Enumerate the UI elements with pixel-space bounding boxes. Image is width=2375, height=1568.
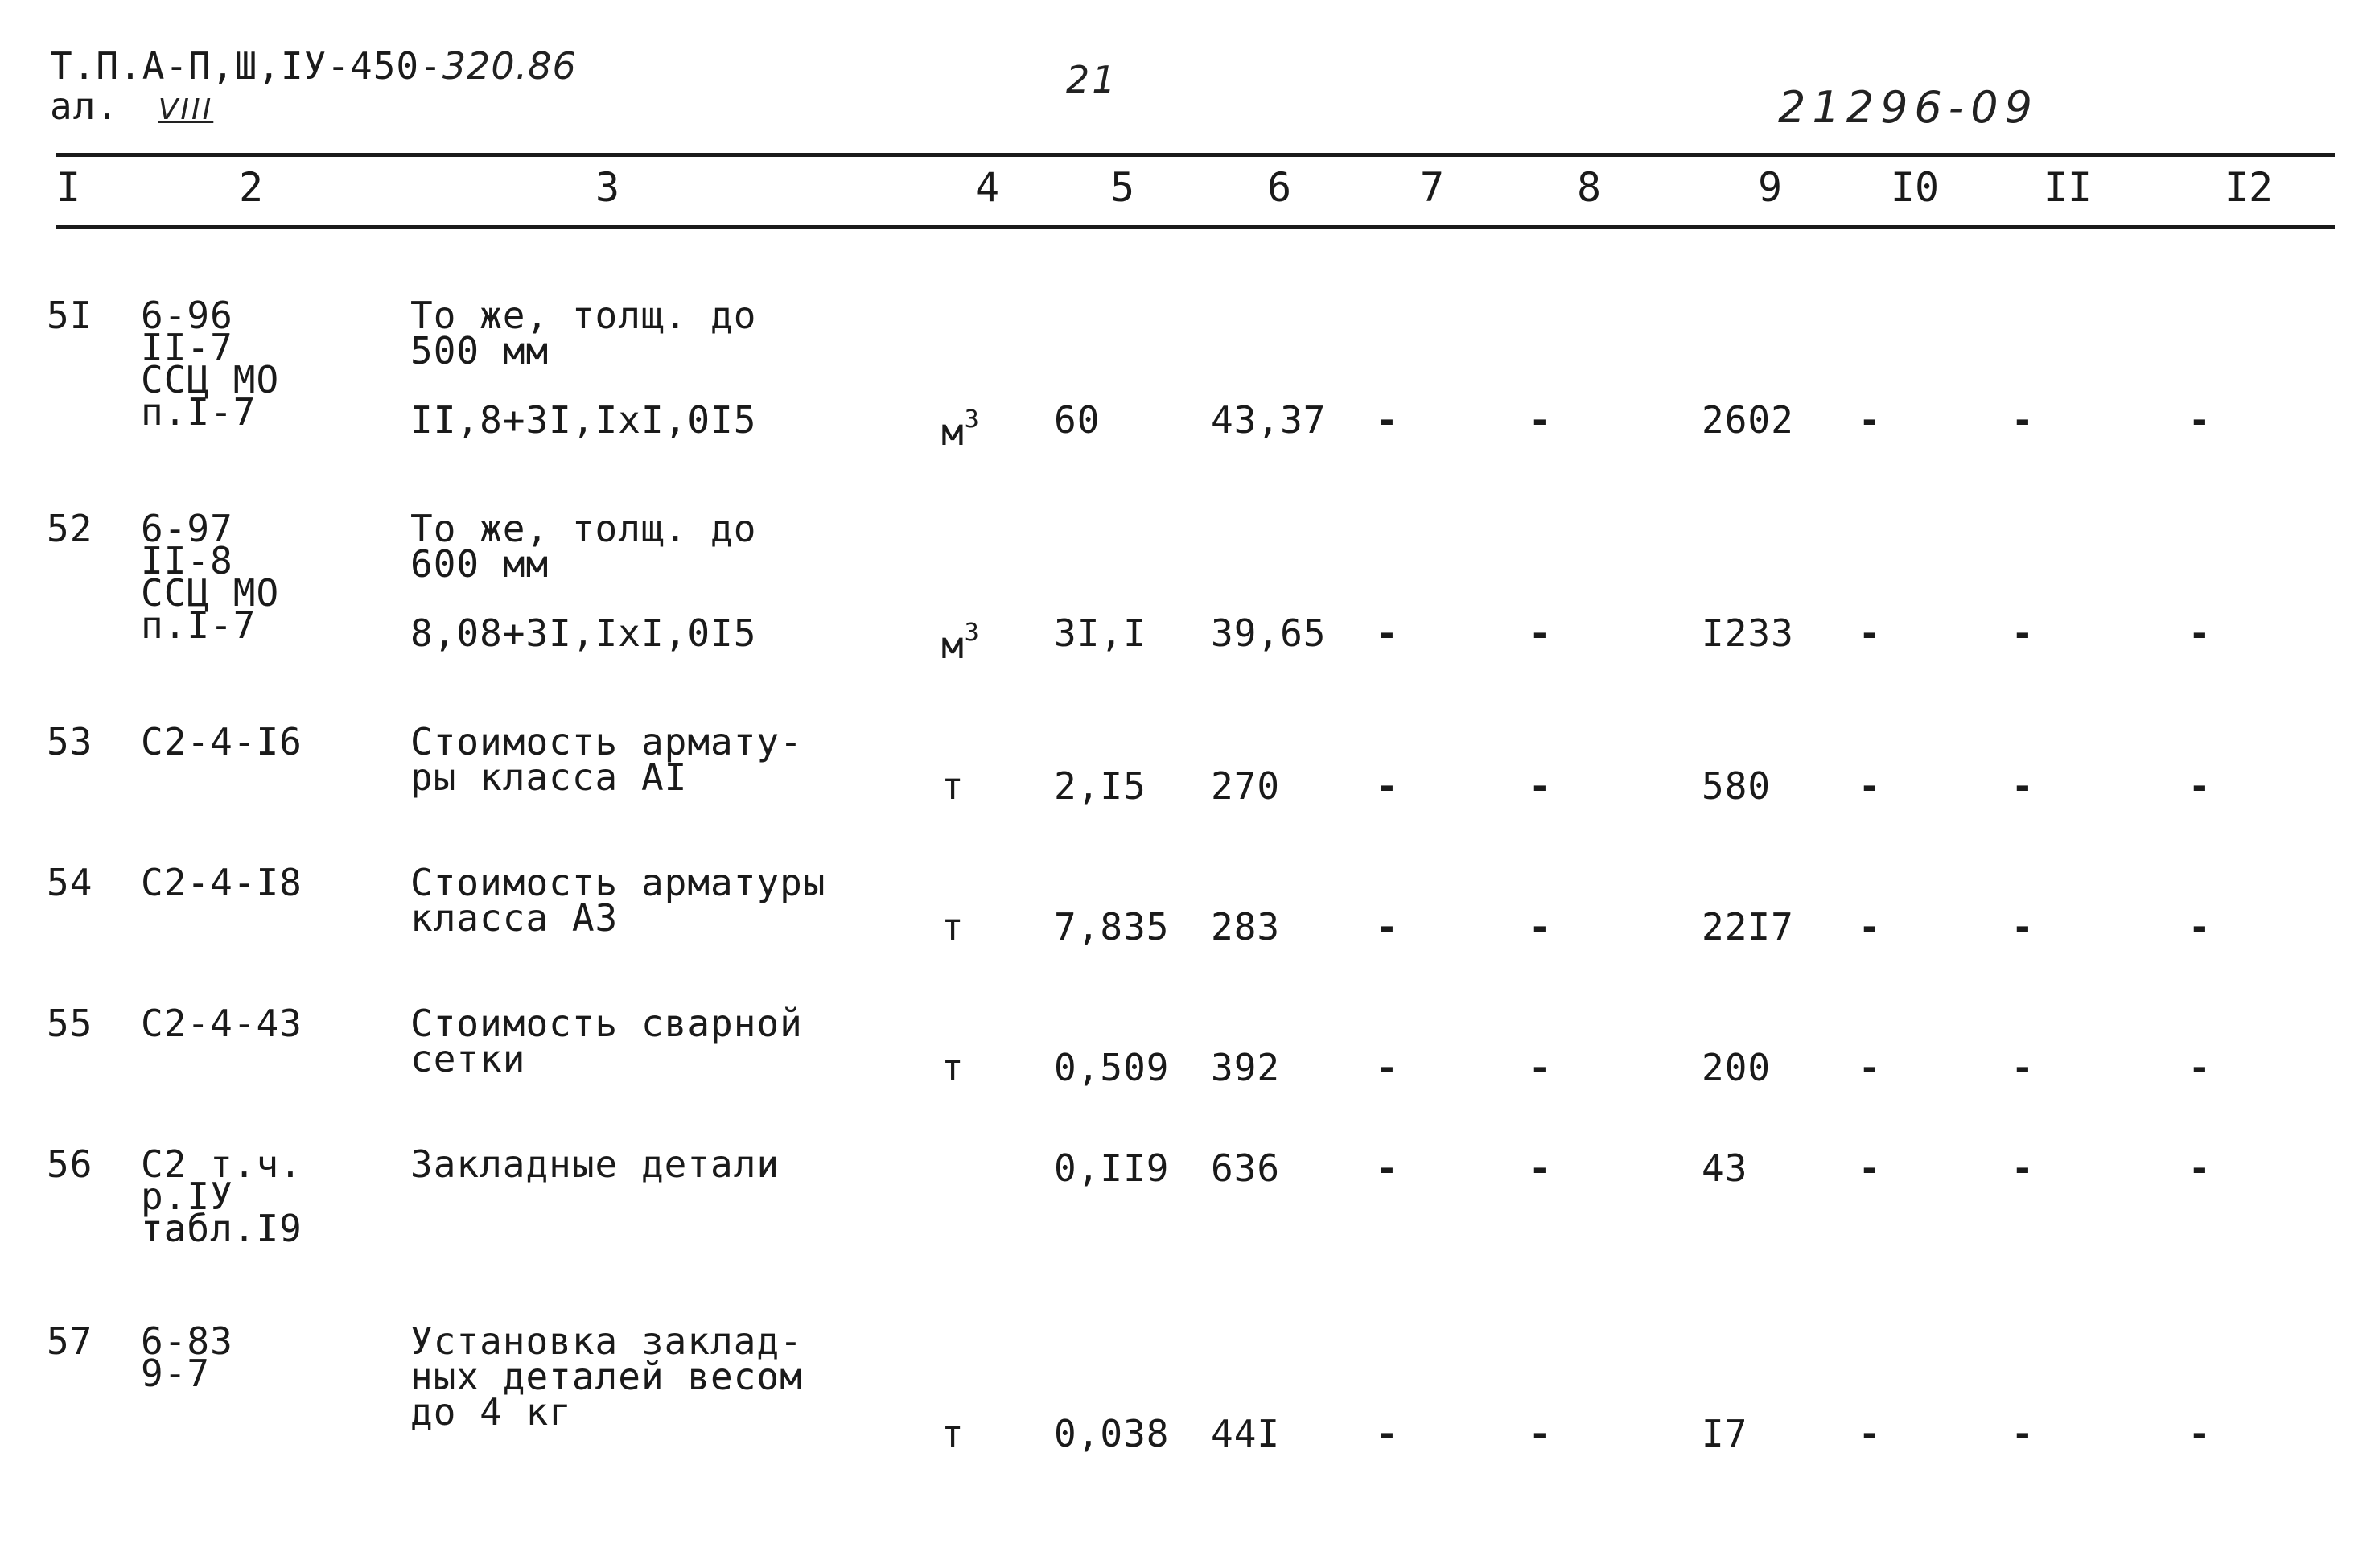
norm-code-line: 9-7 — [141, 1352, 211, 1395]
norm-code-line: 6-97 — [141, 507, 233, 550]
work-description-line: Закладные детали — [410, 1142, 780, 1186]
empty-cell-dash: - — [2188, 764, 2212, 808]
unit-price: 636 — [1211, 1146, 1281, 1190]
work-description-line: ных деталей весом — [410, 1355, 803, 1398]
work-description-line: 600 мм — [410, 542, 550, 586]
column-number-1: I — [56, 164, 81, 211]
quantity-value: 3I,I — [1054, 611, 1146, 655]
norm-code-line: II-7 — [141, 326, 233, 369]
work-description-line: Стоимость арматуры — [410, 861, 826, 904]
column-number-3: 3 — [595, 164, 620, 211]
empty-cell-dash: - — [1376, 1412, 1399, 1455]
column-number-2: 2 — [238, 164, 264, 211]
empty-cell-dash: - — [1858, 1146, 1882, 1190]
quantity-value: 0,509 — [1054, 1046, 1170, 1089]
column-number-12: I2 — [2224, 164, 2274, 211]
norm-code-line: ССЦ МО — [141, 571, 280, 615]
work-description-line: Установка заклад- — [410, 1319, 803, 1363]
row-number: 54 — [47, 861, 93, 904]
empty-cell-dash: - — [2011, 1046, 2035, 1089]
unit-of-measure — [941, 615, 980, 667]
row-number: 52 — [47, 507, 93, 550]
norm-code-line: р.IУ — [141, 1175, 233, 1218]
empty-cell-dash: - — [1858, 905, 1882, 949]
total-cost: 22I7 — [1702, 905, 1794, 949]
quantity-value: 7,835 — [1054, 905, 1170, 949]
empty-cell-dash: - — [1376, 398, 1399, 442]
empty-cell-dash: - — [1529, 764, 1552, 808]
unit-exponent: 3 — [964, 405, 980, 434]
quantity-value: 0,038 — [1054, 1412, 1170, 1455]
empty-cell-dash: - — [1376, 611, 1399, 655]
norm-code-line: С2-4-I8 — [141, 861, 303, 904]
empty-cell-dash: - — [1376, 905, 1399, 949]
quantity-formula: 8,08+3I,IxI,0I5 — [410, 611, 757, 655]
empty-cell-dash: - — [2011, 1146, 2035, 1190]
total-cost: 580 — [1702, 764, 1772, 808]
empty-cell-dash: - — [2188, 905, 2212, 949]
total-cost: 200 — [1702, 1046, 1772, 1089]
total-cost: I7 — [1702, 1412, 1748, 1455]
table-top-rule — [56, 153, 2335, 157]
column-number-8: 8 — [1576, 164, 1602, 211]
empty-cell-dash: - — [2011, 611, 2035, 655]
empty-cell-dash: - — [2188, 611, 2212, 655]
row-number: 5I — [47, 294, 93, 337]
unit-of-measure — [941, 764, 965, 808]
row-number: 55 — [47, 1002, 93, 1045]
work-description-line: То же, толщ. до — [410, 507, 757, 550]
row-number: 57 — [47, 1319, 93, 1363]
norm-code-line: п.I-7 — [141, 603, 257, 647]
work-description-line: до 4 кг — [410, 1390, 572, 1434]
quantity-formula: II,8+3I,IxI,0I5 — [410, 398, 757, 442]
empty-cell-dash: - — [2011, 398, 2035, 442]
empty-cell-dash: - — [1858, 611, 1882, 655]
empty-cell-dash: - — [1529, 1046, 1552, 1089]
album-label-typed: ал. — [50, 84, 120, 128]
norm-code-line: С2-4-I6 — [141, 720, 303, 763]
quantity-value: 60 — [1054, 398, 1101, 442]
unit-of-measure — [941, 1046, 965, 1089]
work-description-line: Стоимость армату- — [410, 720, 803, 763]
unit-exponent: 3 — [964, 619, 980, 647]
empty-cell-dash: - — [1376, 1046, 1399, 1089]
column-number-6: 6 — [1266, 164, 1292, 211]
unit-price: 44I — [1211, 1412, 1281, 1455]
norm-code-line: 6-83 — [141, 1319, 233, 1363]
empty-cell-dash: - — [1858, 1046, 1882, 1089]
column-number-5: 5 — [1109, 164, 1135, 211]
unit-price: 43,37 — [1211, 398, 1327, 442]
work-description-line: 500 мм — [410, 329, 550, 372]
total-cost: 43 — [1702, 1146, 1748, 1190]
unit-base: т — [941, 1046, 965, 1089]
total-cost: 2602 — [1702, 398, 1794, 442]
empty-cell-dash: - — [2188, 1046, 2212, 1089]
row-number: 53 — [47, 720, 93, 763]
work-description-line: сетки — [410, 1037, 526, 1080]
document-code-typed: Т.П.А-П,Ш,IУ-450- — [50, 44, 442, 88]
total-cost: I233 — [1702, 611, 1794, 655]
norm-code-line: ССЦ МО — [141, 358, 280, 401]
document-code-handwritten: 320.86 — [442, 44, 577, 88]
column-number-7: 7 — [1419, 164, 1445, 211]
empty-cell-dash: - — [2188, 1412, 2212, 1455]
empty-cell-dash: - — [1529, 398, 1552, 442]
album-label — [50, 84, 214, 128]
unit-price: 270 — [1211, 764, 1281, 808]
unit-price: 39,65 — [1211, 611, 1327, 655]
norm-code-line: 6-96 — [141, 294, 233, 337]
unit-base: т — [941, 905, 965, 949]
quantity-value: 0,II9 — [1054, 1146, 1170, 1190]
column-number-11: II — [2043, 164, 2093, 211]
unit-price: 392 — [1211, 1046, 1281, 1089]
empty-cell-dash: - — [1529, 611, 1552, 655]
table-header-rule — [56, 225, 2335, 229]
column-number-4: 4 — [974, 164, 1000, 211]
document-number: 21296-09 — [1778, 82, 2039, 133]
empty-cell-dash: - — [2011, 905, 2035, 949]
unit-base: м — [941, 410, 965, 454]
unit-base: м — [941, 623, 965, 667]
unit-of-measure — [941, 1412, 965, 1455]
album-number-handwritten: VIII — [158, 93, 214, 126]
empty-cell-dash: - — [1529, 1412, 1552, 1455]
unit-of-measure — [941, 905, 965, 949]
empty-cell-dash: - — [1858, 398, 1882, 442]
column-number-9: 9 — [1757, 164, 1783, 211]
work-description-line: Стоимость сварной — [410, 1002, 803, 1045]
document-code — [50, 44, 577, 88]
empty-cell-dash: - — [1529, 905, 1552, 949]
empty-cell-dash: - — [1529, 1146, 1552, 1190]
work-description-line: класса А3 — [410, 896, 619, 940]
page-number: 21 — [1066, 58, 1118, 101]
empty-cell-dash: - — [1376, 1146, 1399, 1190]
work-description-line: ры класса АI — [410, 755, 688, 799]
norm-code-line: II-8 — [141, 539, 233, 582]
empty-cell-dash: - — [1376, 764, 1399, 808]
empty-cell-dash: - — [2188, 1146, 2212, 1190]
norm-code-line: табл.I9 — [141, 1207, 303, 1250]
column-number-10: I0 — [1890, 164, 1940, 211]
unit-base: т — [941, 764, 965, 808]
empty-cell-dash: - — [1858, 1412, 1882, 1455]
unit-base: т — [941, 1412, 965, 1455]
row-number: 56 — [47, 1142, 93, 1186]
empty-cell-dash: - — [2011, 1412, 2035, 1455]
norm-code-line: С2-4-43 — [141, 1002, 303, 1045]
work-description-line: То же, толщ. до — [410, 294, 757, 337]
norm-code-line: С2 т.ч. — [141, 1142, 303, 1186]
empty-cell-dash: - — [2188, 398, 2212, 442]
empty-cell-dash: - — [1858, 764, 1882, 808]
empty-cell-dash: - — [2011, 764, 2035, 808]
norm-code-line: п.I-7 — [141, 390, 257, 434]
quantity-value: 2,I5 — [1054, 764, 1146, 808]
unit-price: 283 — [1211, 905, 1281, 949]
unit-of-measure — [941, 402, 980, 454]
